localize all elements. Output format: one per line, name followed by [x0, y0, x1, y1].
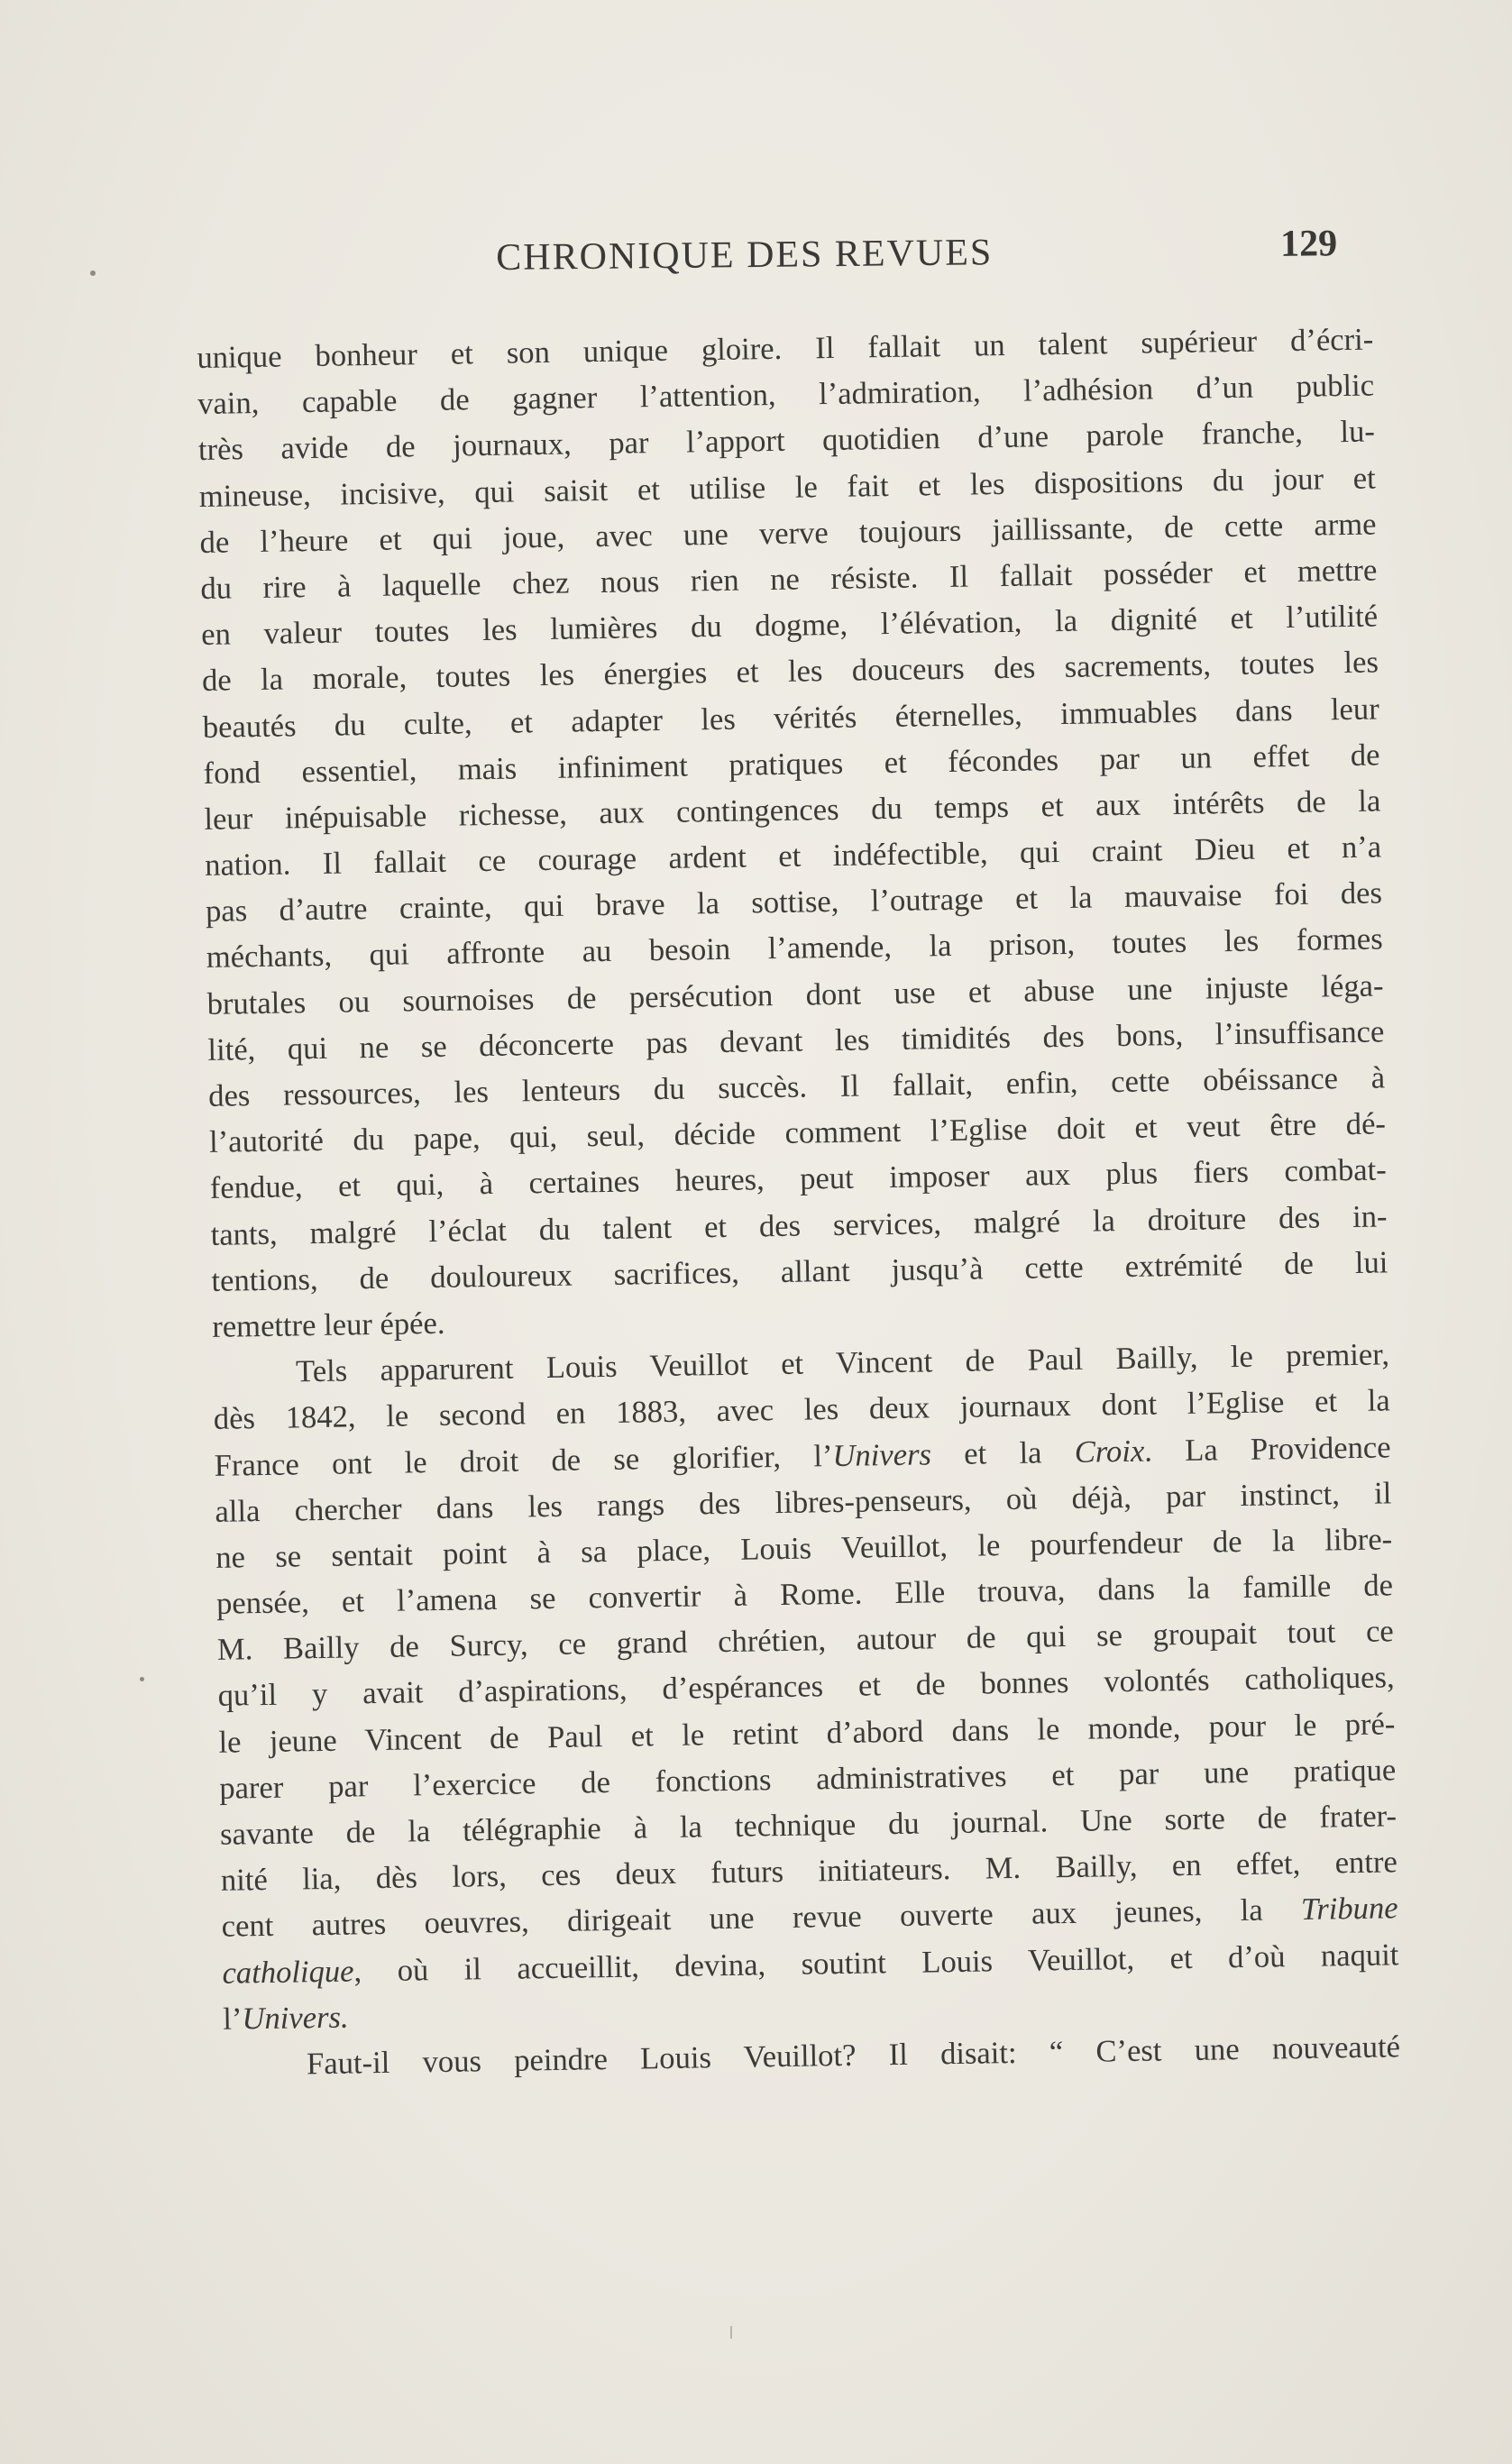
text-line: très avide de journaux, par l’apport quotidien d’une parole franche, lu-: [197, 414, 1376, 468]
text-fragment: . La Providence: [1143, 1429, 1391, 1469]
text-line: savante de la télégraphie à la technique du journal. Une sorte de frater-: [219, 1799, 1397, 1852]
text-line: ne se sentait point à sa place, Louis Veuillot, le pourfendeur de la libre-: [215, 1522, 1393, 1575]
paragraph-1: [197, 317, 1389, 1351]
text-line: brutales ou sournoises de persécution dont use et abuse une injuste léga-: [206, 968, 1384, 1021]
text-line: remettre leur épée.: [211, 1305, 445, 1344]
body-text: [197, 317, 1400, 2089]
text-line: nité lia, dès lors, ces deux futurs initiateurs. M. Bailly, en effet, entre: [220, 1845, 1398, 1898]
text-fragment: France ont le droit de se glorifier, l’: [214, 1438, 833, 1483]
journal-title-tribune: Tribune: [1300, 1891, 1398, 1928]
text-line: dès 1842, le second en 1883, avec les deux journaux dont l’Eglise et la: [213, 1383, 1391, 1437]
text-line: qu’il y avait d’aspirations, d’espérances et de bonnes volontés catholiques,: [217, 1660, 1395, 1714]
text-line: le jeune Vincent de Paul et le retint d’abord dans le monde, pour le pré-: [218, 1706, 1396, 1760]
text-line: mineuse, incisive, qui saisit et utilise le fait et les dispositions du jour et: [198, 461, 1376, 514]
text-line: fond essentiel, mais infiniment pratiques et fécondes par un effet de: [203, 737, 1380, 791]
text-line: tants, malgré l’éclat du talent et des services, malgré la droiture des in-: [210, 1198, 1388, 1252]
journal-title-univers: Univers.: [242, 2000, 349, 2037]
margin-speck: [90, 270, 96, 276]
margin-speck: [140, 1677, 144, 1681]
text-line: parer par l’exercice de fonctions administratives et par une pratique: [219, 1753, 1397, 1806]
text-line: de la morale, toutes les énergies et les douceurs des sacrements, toutes les: [201, 645, 1379, 699]
running-title: CHRONIQUE DES REVUES: [496, 232, 994, 279]
paper-mark: [730, 2326, 732, 2339]
page-number: 129: [1279, 223, 1338, 265]
journal-title-univers: Univers: [832, 1436, 932, 1473]
journal-title-catholique: catholique: [222, 1954, 354, 1991]
text-line: leur inépuisable richesse, aux contingences du temps et aux intérêts de la: [204, 783, 1381, 837]
text-line: unique bonheur et son unique gloire. Il fallait un talent supérieur d’écri-: [197, 322, 1374, 375]
text-line: l’autorité du pape, qui, seul, décide comment l’Eglise doit et veut être dé-: [208, 1106, 1387, 1160]
text-fragment: cent autres oeuvres, dirigeait une revue ouverte aux jeunes, la: [221, 1892, 1302, 1945]
paragraph-2: [213, 1332, 1400, 2042]
text-line: méchants, qui affronte au besoin l’amende, la prison, toutes les formes: [206, 921, 1383, 976]
text-line: tentions, de douloureux sacrifices, allant jusqu’à cette extrémité de lui: [211, 1245, 1388, 1298]
text-line: du rire à laquelle chez nous rien ne résiste. Il fallait posséder et mettre: [200, 553, 1378, 606]
page-header: [496, 223, 1398, 290]
text-fragment: , où il accueillit, devina, soutint Louis Veuillot, et d’où naquit: [353, 1937, 1399, 1989]
text-line: alla chercher dans les rangs des libres-penseurs, où déjà, par instinct, il: [215, 1476, 1392, 1529]
text-line: Tels apparurent Louis Veuillot et Vincent de Paul Bailly, le premier,: [295, 1337, 1390, 1389]
text-line: Faut-il vous peindre Louis Veuillot? Il disait: “ C’est une nouveauté: [306, 2029, 1401, 2082]
text-line: fendue, et qui, à certaines heures, peut imposer aux plus fiers combat-: [209, 1152, 1388, 1206]
text-line: lité, qui ne se déconcerte pas devant les timidités des bons, l’insuffisance: [207, 1014, 1385, 1067]
journal-title-croix: Croix: [1074, 1434, 1145, 1470]
text-line: de l’heure et qui joue, avec une verve toujours jaillissante, de cette arme: [199, 507, 1377, 560]
text-line: pensée, et l’amena se convertir à Rome. Elle trouva, dans la famille de: [215, 1568, 1394, 1621]
text-line: vain, capable de gagner l’attention, l’admiration, l’adhésion d’un public: [197, 368, 1375, 422]
text-fragment: et la: [930, 1434, 1076, 1471]
text-line: en valeur toutes les lumières du dogme, l’élévation, la dignité et l’utilité: [200, 599, 1379, 653]
text-fragment: l’: [223, 2001, 243, 2037]
text-line: pas d’autre crainte, qui brave la sottise, l’outrage et la mauvaise foi des: [205, 875, 1383, 930]
text-line: M. Bailly de Surcy, ce grand chrétien, autour de qui se groupait tout ce: [216, 1614, 1395, 1668]
text-line: nation. Il fallait ce courage ardent et indéfectible, qui craint Dieu et n’a: [204, 829, 1382, 883]
text-line: beautés du culte, et adapter les vérités éternelles, immuables dans leur: [202, 691, 1379, 745]
text-line: des ressources, les lenteurs du succès. Il fallait, enfin, cette obéissance à: [207, 1060, 1386, 1113]
